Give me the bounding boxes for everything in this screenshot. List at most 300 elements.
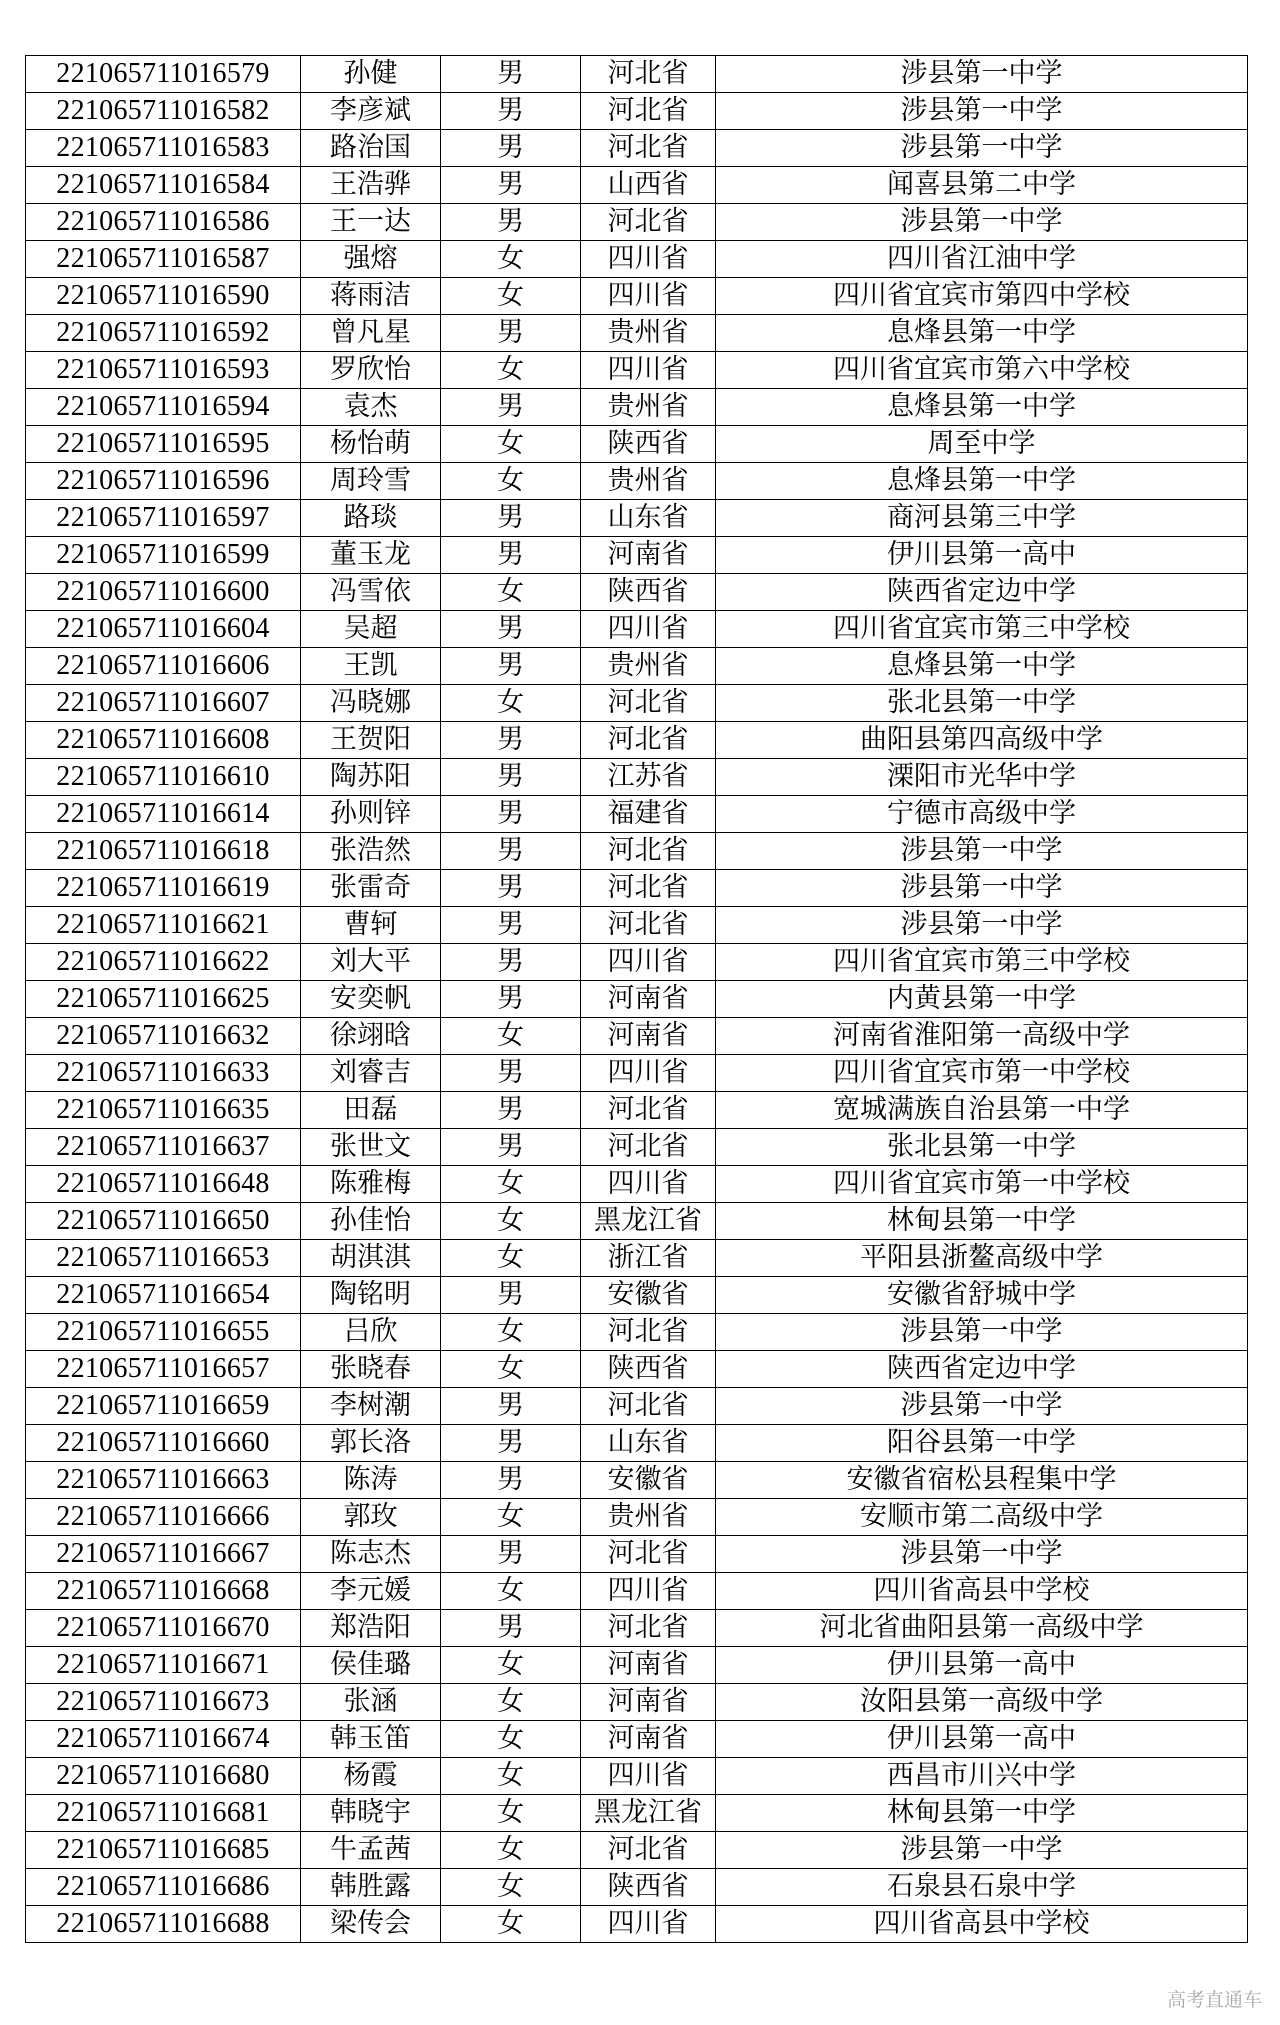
student-roster-table [25,55,1248,1943]
school-cell: 内黄县第一中学 [716,981,1248,1018]
gender-cell: 男 [441,1092,581,1129]
gender-cell: 男 [441,389,581,426]
gender-cell: 女 [441,1906,581,1943]
province-cell: 河北省 [581,1129,716,1166]
school-cell: 曲阳县第四高级中学 [716,722,1248,759]
gender-cell: 女 [441,1795,581,1832]
school-cell: 涉县第一中学 [716,204,1248,241]
school-cell: 息烽县第一中学 [716,389,1248,426]
school-cell: 四川省宜宾市第三中学校 [716,944,1248,981]
table-row [26,1462,1248,1499]
province-cell: 河北省 [581,1388,716,1425]
student-name-cell: 徐翊晗 [301,1018,441,1055]
exam-number-cell: 221065711016608 [26,722,301,759]
exam-number-cell: 221065711016582 [26,93,301,130]
province-cell: 河北省 [581,130,716,167]
table-row [26,463,1248,500]
table-row [26,241,1248,278]
gender-cell: 男 [441,1129,581,1166]
exam-number-cell: 221065711016618 [26,833,301,870]
student-name-cell: 杨怡萌 [301,426,441,463]
exam-number-cell: 221065711016584 [26,167,301,204]
exam-number-cell: 221065711016619 [26,870,301,907]
student-name-cell: 冯晓娜 [301,685,441,722]
province-cell: 贵州省 [581,1499,716,1536]
table-row [26,796,1248,833]
student-name-cell: 董玉龙 [301,537,441,574]
province-cell: 河北省 [581,93,716,130]
student-name-cell: 韩胜露 [301,1869,441,1906]
province-cell: 安徽省 [581,1462,716,1499]
table-row [26,1536,1248,1573]
school-cell: 安顺市第二高级中学 [716,1499,1248,1536]
exam-number-cell: 221065711016607 [26,685,301,722]
gender-cell: 女 [441,1240,581,1277]
table-row [26,1055,1248,1092]
school-cell: 涉县第一中学 [716,833,1248,870]
exam-number-cell: 221065711016688 [26,1906,301,1943]
exam-number-cell: 221065711016674 [26,1721,301,1758]
province-cell: 河北省 [581,870,716,907]
student-name-cell: 袁杰 [301,389,441,426]
table-row [26,1869,1248,1906]
gender-cell: 女 [441,1684,581,1721]
school-cell: 张北县第一中学 [716,685,1248,722]
province-cell: 河北省 [581,204,716,241]
exam-number-cell: 221065711016667 [26,1536,301,1573]
school-cell: 闻喜县第二中学 [716,167,1248,204]
province-cell: 四川省 [581,352,716,389]
exam-number-cell: 221065711016680 [26,1758,301,1795]
student-name-cell: 路治国 [301,130,441,167]
school-cell: 四川省高县中学校 [716,1573,1248,1610]
province-cell: 黑龙江省 [581,1795,716,1832]
student-name-cell: 陈志杰 [301,1536,441,1573]
student-name-cell: 王贺阳 [301,722,441,759]
province-cell: 山西省 [581,167,716,204]
gender-cell: 女 [441,463,581,500]
gender-cell: 男 [441,1610,581,1647]
school-cell: 宽城满族自治县第一中学 [716,1092,1248,1129]
student-name-cell: 孙健 [301,56,441,93]
province-cell: 河北省 [581,1536,716,1573]
exam-number-cell: 221065711016632 [26,1018,301,1055]
roster-body [26,56,1248,1943]
school-cell: 伊川县第一高中 [716,1721,1248,1758]
table-row [26,1684,1248,1721]
table-row [26,167,1248,204]
student-name-cell: 张雷奇 [301,870,441,907]
table-row [26,1314,1248,1351]
exam-number-cell: 221065711016671 [26,1647,301,1684]
province-cell: 河北省 [581,1832,716,1869]
student-name-cell: 陶苏阳 [301,759,441,796]
student-name-cell: 郑浩阳 [301,1610,441,1647]
school-cell: 涉县第一中学 [716,1536,1248,1573]
province-cell: 四川省 [581,1166,716,1203]
table-row [26,685,1248,722]
school-cell: 陕西省定边中学 [716,1351,1248,1388]
province-cell: 河北省 [581,1314,716,1351]
table-row [26,1647,1248,1684]
table-row [26,722,1248,759]
gender-cell: 女 [441,1351,581,1388]
exam-number-cell: 221065711016657 [26,1351,301,1388]
gender-cell: 女 [441,352,581,389]
school-cell: 周至中学 [716,426,1248,463]
table-row [26,1351,1248,1388]
gender-cell: 男 [441,500,581,537]
table-row [26,1240,1248,1277]
student-name-cell: 张晓春 [301,1351,441,1388]
table-row [26,944,1248,981]
province-cell: 贵州省 [581,315,716,352]
province-cell: 河北省 [581,56,716,93]
exam-number-cell: 221065711016663 [26,1462,301,1499]
exam-number-cell: 221065711016593 [26,352,301,389]
gender-cell: 女 [441,685,581,722]
province-cell: 四川省 [581,944,716,981]
gender-cell: 男 [441,796,581,833]
school-cell: 涉县第一中学 [716,1832,1248,1869]
table-row [26,56,1248,93]
gender-cell: 男 [441,537,581,574]
gender-cell: 女 [441,1647,581,1684]
gender-cell: 男 [441,1055,581,1092]
table-row [26,315,1248,352]
student-name-cell: 刘睿吉 [301,1055,441,1092]
roster-sheet [25,55,1247,1943]
student-name-cell: 张浩然 [301,833,441,870]
student-name-cell: 田磊 [301,1092,441,1129]
province-cell: 四川省 [581,278,716,315]
gender-cell: 男 [441,722,581,759]
exam-number-cell: 221065711016594 [26,389,301,426]
gender-cell: 女 [441,1721,581,1758]
school-cell: 石泉县石泉中学 [716,1869,1248,1906]
school-cell: 安徽省宿松县程集中学 [716,1462,1248,1499]
province-cell: 贵州省 [581,463,716,500]
province-cell: 四川省 [581,1758,716,1795]
school-cell: 安徽省舒城中学 [716,1277,1248,1314]
school-cell: 林甸县第一中学 [716,1203,1248,1240]
watermark-text: 高考直通车 [1166,1989,1262,2011]
student-name-cell: 陶铭明 [301,1277,441,1314]
table-row [26,981,1248,1018]
student-name-cell: 牛孟茜 [301,1832,441,1869]
gender-cell: 女 [441,1018,581,1055]
gender-cell: 女 [441,1314,581,1351]
table-row [26,1129,1248,1166]
province-cell: 河南省 [581,1721,716,1758]
student-name-cell: 韩玉笛 [301,1721,441,1758]
gender-cell: 男 [441,167,581,204]
province-cell: 浙江省 [581,1240,716,1277]
gender-cell: 女 [441,1499,581,1536]
student-name-cell: 张涵 [301,1684,441,1721]
gender-cell: 女 [441,1832,581,1869]
province-cell: 陕西省 [581,574,716,611]
table-row [26,1203,1248,1240]
school-cell: 林甸县第一中学 [716,1795,1248,1832]
table-row [26,907,1248,944]
student-name-cell: 孙则锌 [301,796,441,833]
exam-number-cell: 221065711016587 [26,241,301,278]
school-cell: 涉县第一中学 [716,870,1248,907]
student-name-cell: 罗欣怡 [301,352,441,389]
province-cell: 江苏省 [581,759,716,796]
school-cell: 涉县第一中学 [716,1388,1248,1425]
province-cell: 四川省 [581,1055,716,1092]
exam-number-cell: 221065711016595 [26,426,301,463]
table-row [26,204,1248,241]
gender-cell: 男 [441,315,581,352]
table-row [26,1832,1248,1869]
school-cell: 西昌市川兴中学 [716,1758,1248,1795]
student-name-cell: 吕欣 [301,1314,441,1351]
province-cell: 河北省 [581,722,716,759]
exam-number-cell: 221065711016614 [26,796,301,833]
exam-number-cell: 221065711016604 [26,611,301,648]
province-cell: 贵州省 [581,648,716,685]
table-row [26,574,1248,611]
exam-number-cell: 221065711016673 [26,1684,301,1721]
exam-number-cell: 221065711016621 [26,907,301,944]
exam-number-cell: 221065711016600 [26,574,301,611]
student-name-cell: 王一达 [301,204,441,241]
table-row [26,759,1248,796]
province-cell: 四川省 [581,1906,716,1943]
student-name-cell: 陈涛 [301,1462,441,1499]
school-cell: 伊川县第一高中 [716,1647,1248,1684]
school-cell: 涉县第一中学 [716,907,1248,944]
student-name-cell: 吴超 [301,611,441,648]
school-cell: 陕西省定边中学 [716,574,1248,611]
table-row [26,1277,1248,1314]
gender-cell: 男 [441,1425,581,1462]
exam-number-cell: 221065711016610 [26,759,301,796]
student-name-cell: 王浩骅 [301,167,441,204]
gender-cell: 男 [441,130,581,167]
province-cell: 贵州省 [581,389,716,426]
table-row [26,389,1248,426]
gender-cell: 男 [441,981,581,1018]
table-row [26,537,1248,574]
table-row [26,870,1248,907]
student-name-cell: 曾凡星 [301,315,441,352]
province-cell: 河南省 [581,1018,716,1055]
province-cell: 河南省 [581,1684,716,1721]
school-cell: 平阳县浙鳌高级中学 [716,1240,1248,1277]
gender-cell: 男 [441,907,581,944]
student-name-cell: 刘大平 [301,944,441,981]
student-name-cell: 李树潮 [301,1388,441,1425]
gender-cell: 女 [441,241,581,278]
school-cell: 四川省高县中学校 [716,1906,1248,1943]
gender-cell: 女 [441,574,581,611]
gender-cell: 女 [441,1758,581,1795]
student-name-cell: 郭玫 [301,1499,441,1536]
exam-number-cell: 221065711016670 [26,1610,301,1647]
school-cell: 四川省江油中学 [716,241,1248,278]
exam-number-cell: 221065711016666 [26,1499,301,1536]
student-name-cell: 路琰 [301,500,441,537]
student-name-cell: 孙佳怡 [301,1203,441,1240]
province-cell: 陕西省 [581,426,716,463]
table-row [26,278,1248,315]
student-name-cell: 强熔 [301,241,441,278]
province-cell: 福建省 [581,796,716,833]
exam-number-cell: 221065711016579 [26,56,301,93]
province-cell: 河北省 [581,1610,716,1647]
gender-cell: 男 [441,870,581,907]
exam-number-cell: 221065711016590 [26,278,301,315]
province-cell: 山东省 [581,500,716,537]
province-cell: 山东省 [581,1425,716,1462]
gender-cell: 男 [441,944,581,981]
gender-cell: 女 [441,426,581,463]
table-row [26,648,1248,685]
school-cell: 溧阳市光华中学 [716,759,1248,796]
exam-number-cell: 221065711016659 [26,1388,301,1425]
gender-cell: 男 [441,93,581,130]
table-row [26,500,1248,537]
student-name-cell: 李彦斌 [301,93,441,130]
table-row [26,1499,1248,1536]
table-row [26,1388,1248,1425]
gender-cell: 男 [441,1462,581,1499]
exam-number-cell: 221065711016597 [26,500,301,537]
gender-cell: 男 [441,1388,581,1425]
exam-number-cell: 221065711016596 [26,463,301,500]
student-name-cell: 张世文 [301,1129,441,1166]
student-name-cell: 王凯 [301,648,441,685]
school-cell: 商河县第三中学 [716,500,1248,537]
table-row [26,426,1248,463]
table-row [26,1610,1248,1647]
table-row [26,1166,1248,1203]
gender-cell: 女 [441,1573,581,1610]
gender-cell: 男 [441,56,581,93]
school-cell: 宁德市高级中学 [716,796,1248,833]
student-name-cell: 曹轲 [301,907,441,944]
student-name-cell: 韩晓宇 [301,1795,441,1832]
table-row [26,1906,1248,1943]
school-cell: 息烽县第一中学 [716,315,1248,352]
table-row [26,1018,1248,1055]
student-name-cell: 胡淇淇 [301,1240,441,1277]
exam-number-cell: 221065711016637 [26,1129,301,1166]
school-cell: 四川省宜宾市第三中学校 [716,611,1248,648]
table-row [26,1758,1248,1795]
province-cell: 黑龙江省 [581,1203,716,1240]
table-row [26,611,1248,648]
exam-number-cell: 221065711016686 [26,1869,301,1906]
exam-number-cell: 221065711016650 [26,1203,301,1240]
gender-cell: 女 [441,1203,581,1240]
exam-number-cell: 221065711016633 [26,1055,301,1092]
gender-cell: 女 [441,1166,581,1203]
exam-number-cell: 221065711016583 [26,130,301,167]
table-row [26,1573,1248,1610]
school-cell: 伊川县第一高中 [716,537,1248,574]
student-name-cell: 梁传会 [301,1906,441,1943]
exam-number-cell: 221065711016653 [26,1240,301,1277]
school-cell: 息烽县第一中学 [716,463,1248,500]
province-cell: 河北省 [581,685,716,722]
table-row [26,93,1248,130]
province-cell: 安徽省 [581,1277,716,1314]
school-cell: 涉县第一中学 [716,130,1248,167]
gender-cell: 男 [441,648,581,685]
province-cell: 河北省 [581,833,716,870]
gender-cell: 男 [441,1536,581,1573]
exam-number-cell: 221065711016685 [26,1832,301,1869]
exam-number-cell: 221065711016654 [26,1277,301,1314]
student-name-cell: 杨霞 [301,1758,441,1795]
table-row [26,1425,1248,1462]
gender-cell: 男 [441,1277,581,1314]
exam-number-cell: 221065711016668 [26,1573,301,1610]
province-cell: 四川省 [581,611,716,648]
province-cell: 河南省 [581,537,716,574]
exam-number-cell: 221065711016625 [26,981,301,1018]
student-name-cell: 安奕帆 [301,981,441,1018]
province-cell: 河南省 [581,981,716,1018]
gender-cell: 女 [441,278,581,315]
school-cell: 四川省宜宾市第四中学校 [716,278,1248,315]
school-cell: 张北县第一中学 [716,1129,1248,1166]
school-cell: 河南省淮阳第一高级中学 [716,1018,1248,1055]
exam-number-cell: 221065711016655 [26,1314,301,1351]
exam-number-cell: 221065711016622 [26,944,301,981]
school-cell: 涉县第一中学 [716,93,1248,130]
province-cell: 陕西省 [581,1351,716,1388]
school-cell: 阳谷县第一中学 [716,1425,1248,1462]
gender-cell: 男 [441,204,581,241]
province-cell: 四川省 [581,1573,716,1610]
exam-number-cell: 221065711016635 [26,1092,301,1129]
student-name-cell: 冯雪依 [301,574,441,611]
student-name-cell: 陈雅梅 [301,1166,441,1203]
exam-number-cell: 221065711016648 [26,1166,301,1203]
province-cell: 四川省 [581,241,716,278]
student-name-cell: 蒋雨洁 [301,278,441,315]
school-cell: 涉县第一中学 [716,1314,1248,1351]
student-name-cell: 李元媛 [301,1573,441,1610]
exam-number-cell: 221065711016599 [26,537,301,574]
exam-number-cell: 221065711016660 [26,1425,301,1462]
school-cell: 河北省曲阳县第一高级中学 [716,1610,1248,1647]
province-cell: 河南省 [581,1647,716,1684]
exam-number-cell: 221065711016606 [26,648,301,685]
gender-cell: 男 [441,611,581,648]
exam-number-cell: 221065711016586 [26,204,301,241]
school-cell: 四川省宜宾市第一中学校 [716,1166,1248,1203]
table-row [26,1092,1248,1129]
student-name-cell: 郭长洛 [301,1425,441,1462]
gender-cell: 女 [441,1869,581,1906]
province-cell: 河北省 [581,1092,716,1129]
exam-number-cell: 221065711016681 [26,1795,301,1832]
table-row [26,130,1248,167]
school-cell: 四川省宜宾市第六中学校 [716,352,1248,389]
school-cell: 息烽县第一中学 [716,648,1248,685]
school-cell: 四川省宜宾市第一中学校 [716,1055,1248,1092]
table-row [26,1721,1248,1758]
student-name-cell: 周玲雪 [301,463,441,500]
school-cell: 涉县第一中学 [716,56,1248,93]
